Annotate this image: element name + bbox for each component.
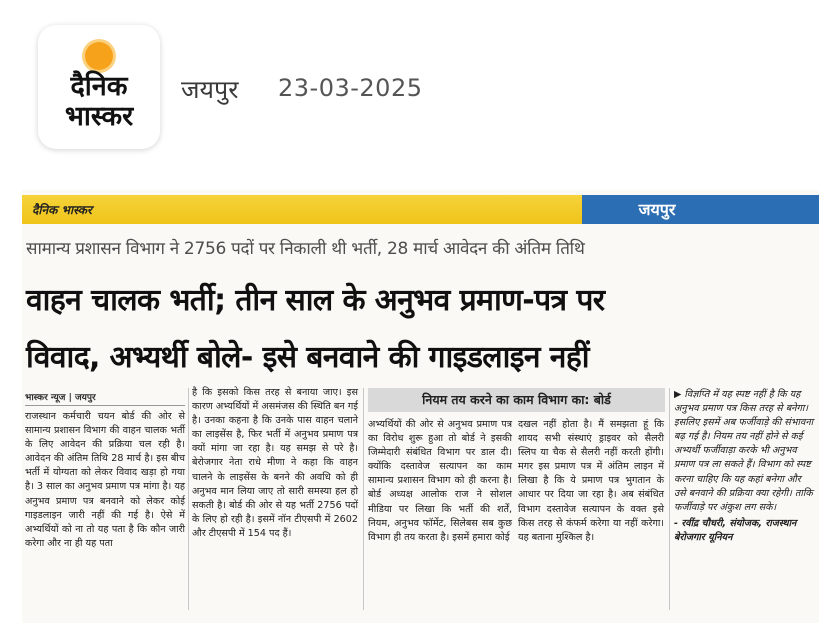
- substory-title: नियम तय करने का काम विभाग का: बोर्ड: [422, 392, 611, 407]
- article-column-2: [192, 386, 358, 541]
- article-column-1: [25, 410, 185, 551]
- article-headline-line1: वाहन चालक भर्ती; तीन साल के अनुभव प्रमाण-पत्र पर: [26, 283, 605, 318]
- column-2-text: है कि इसको किस तरह से बनाया जाए। इस कारण अभ्यर्थियों में असमंजस की स्थिति बन गई है। उनका कहना है कि उनके पास वाहन चलाने का लाइसेंस है, फिर भर्ती में अनुभव प्रमाण पत्र क्यों मांगा जा रहा है। यह समझ से परे है। बेरोजगार नेता राधे मीणा ने कहा कि वाहन चालने के लाइसेंस के बनने की अवधि को ही अनुभव मान लिया जाए तो सारी समस्या हल हो सकती है। बोर्ड की ओर से यह भर्ती 2756 पदों के लिए हो रही है। इसमें नॉन टीएसपी में 2602 और टीएसपी में 154 पद हैं।: [192, 387, 358, 539]
- article-column-4: [518, 418, 664, 545]
- logo-text-line2: भास्कर: [64, 101, 134, 132]
- column-divider: [363, 388, 364, 610]
- article-headline-line2: विवाद, अभ्यर्थी बोले- इसे बनवाने की गाइडलाइन नहीं: [26, 340, 589, 375]
- column-4-text: दखल नहीं होता है। मैं समझता हूं कि शायद सभी संस्थाएं ड्राइवर को सैलरी स्लिप या चैक से सैलरी नहीं करती होंगी। मगर इस प्रमाण पत्र में अंतिम लाइन में लिखा है कि ये प्रमाण पत्र भुगतान के आधार पर दिया जा रहा है। अब संबंधित विभाग दस्तावेज सत्यापन के वक्त इसे किस तरह से कंफर्म करेगा या नहीं करेगा। यह बताना मुश्किल है।: [518, 419, 664, 543]
- band-city-label: जयपुर: [638, 200, 676, 219]
- article-byline: भास्कर न्यूज | जयपुर: [25, 393, 96, 403]
- quote-signature: - रवींद्र चौधरी, संयोजक, राजस्थान बेरोजगार यूनियन: [674, 517, 797, 543]
- column-divider: [188, 388, 189, 610]
- edition-city: जयपुर: [181, 75, 239, 104]
- article-column-3: [368, 418, 512, 545]
- column-1-text: राजस्थान कर्मचारी चयन बोर्ड की ओर से सामान्य प्रशासन विभाग की वाहन चालक भर्ती के लिए आवेदन की प्रक्रिया चल रही है। आवेदन की अंतिम तिथि 28 मार्च है। इस बीच भर्ती में योग्यता को लेकर विवाद खड़ा हो गया है। 3 साल का अनुभव प्रमाण पत्र मांगा है। यह अनुभव प्रमाण पत्र बनवाने को लेकर कोई गाइडलाइन जारी नहीं की गई है। ऐसे में अभ्यर्थियों को ना तो यह पता है कि कौन जारी करेगा और ना ही यह पता: [25, 411, 185, 549]
- article-subheadline: सामान्य प्रशासन विभाग ने 2756 पदों पर निकाली थी भर्ती, 28 मार्च आवेदन की अंतिम तिथि: [26, 239, 585, 259]
- quote-column: [674, 388, 814, 545]
- logo-text-line1: दैनिक: [70, 71, 128, 102]
- sun-icon: [85, 42, 113, 70]
- column-divider: [669, 388, 670, 610]
- edition-date: 23-03-2025: [278, 74, 423, 102]
- band-brand-label: दैनिक भास्कर: [32, 203, 92, 217]
- byline-divider: [25, 405, 185, 406]
- column-3-text: अभ्यर्थियों की ओर से अनुभव प्रमाण पत्र का विरोध शुरू हुआ तो बोर्ड ने इसकी जिम्मेदारी संबंधित विभाग पर डाल दी। क्योंकि दस्तावेज सत्यापन का काम सामान्य प्रशासन विभाग को ही करना है। बोर्ड अध्यक्ष आलोक राज ने सोशल मीडिया पर लिखा कि भर्ती की शर्तें, नियम, अनुभव फॉर्मेट, सिलेबस सब कुछ विभाग ही तय करता है। इसमें हमारा कोई: [368, 419, 512, 543]
- app-logo[interactable]: [38, 25, 160, 149]
- quote-text: ▶ विज्ञप्ति में यह स्पष्ट नहीं है कि यह अनुभव प्रमाण पत्र किस तरह से बनेगा। इसलिए इसमें अब फर्जीवाड़े की संभावना बढ़ गई है। नियम तय नहीं होने से कई अभ्यर्थी फर्जीवाड़ा करके भी अनुभव प्रमाण पत्र ला सकते हैं। विभाग को स्पष्ट करना चाहिए कि यह कहां बनेगा और उसे बनवाने की प्रक्रिया क्या रहेगी। ताकि फर्जीवाड़े पर अंकुश लग सके।: [674, 389, 814, 513]
